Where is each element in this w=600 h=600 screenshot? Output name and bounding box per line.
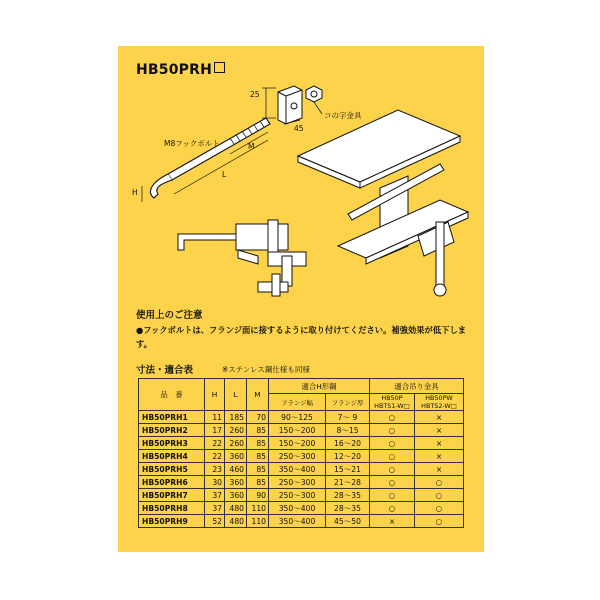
cell-H: 37 bbox=[205, 489, 225, 502]
cell-M: 85 bbox=[247, 476, 269, 489]
dim-25-label: 25 bbox=[250, 90, 260, 99]
bracket-label: コの字金具 bbox=[324, 111, 362, 120]
notice-title: 使用上のご注意 bbox=[136, 310, 203, 321]
cell-H: 30 bbox=[205, 476, 225, 489]
cell-L: 480 bbox=[225, 502, 247, 515]
cell-name: HB50PRH4 bbox=[139, 450, 205, 463]
header-hanger: 適合吊り金具 bbox=[370, 379, 464, 394]
table-row bbox=[139, 463, 464, 476]
clamp-side-drawing bbox=[178, 220, 306, 296]
cell-L: 260 bbox=[225, 424, 247, 437]
cell-L: 460 bbox=[225, 463, 247, 476]
cell-H: 52 bbox=[205, 515, 225, 528]
cell-fw: 250～300 bbox=[269, 450, 326, 463]
cell-p: ○ bbox=[370, 463, 415, 476]
cell-name: HB50PRH1 bbox=[139, 411, 205, 424]
cell-p: ○ bbox=[370, 411, 415, 424]
cell-fw: 150～200 bbox=[269, 437, 326, 450]
cell-p: ○ bbox=[370, 489, 415, 502]
cell-ft: 8～15 bbox=[326, 424, 370, 437]
cell-ft: 15～21 bbox=[326, 463, 370, 476]
cell-name: HB50PRH5 bbox=[139, 463, 205, 476]
cell-pw: × bbox=[415, 411, 464, 424]
header-flange-thickness: フランジ厚 bbox=[326, 394, 370, 411]
cell-L: 360 bbox=[225, 450, 247, 463]
cell-fw: 250～300 bbox=[269, 476, 326, 489]
header-m: M bbox=[247, 379, 269, 411]
cell-name: HB50PRH3 bbox=[139, 437, 205, 450]
cell-H: 22 bbox=[205, 450, 225, 463]
header-hb50pw: HB50PW HBTS2-W□ bbox=[415, 394, 464, 411]
table-title: 寸法・適合表 bbox=[136, 365, 194, 376]
notice-body: ●フックボルトは、フランジ面に接するように取り付けてください。補強効果が低下します。 bbox=[136, 325, 467, 349]
cell-ft: 28～35 bbox=[326, 489, 370, 502]
cell-name: HB50PRH7 bbox=[139, 489, 205, 502]
product-panel bbox=[118, 46, 484, 552]
cell-H: 22 bbox=[205, 437, 225, 450]
cell-M: 85 bbox=[247, 424, 269, 437]
cell-pw: ○ bbox=[415, 476, 464, 489]
cell-M: 110 bbox=[247, 502, 269, 515]
header-steel: 適合H形鋼 bbox=[269, 379, 370, 394]
cell-p: ○ bbox=[370, 437, 415, 450]
cell-p: ○ bbox=[370, 502, 415, 515]
product-title: HB50PRH bbox=[136, 62, 225, 78]
header-flange-width: フランジ幅 bbox=[269, 394, 326, 411]
cell-M: 110 bbox=[247, 515, 269, 528]
table-row bbox=[139, 502, 464, 515]
cell-ft: 21～28 bbox=[326, 476, 370, 489]
cell-M: 90 bbox=[247, 489, 269, 502]
cell-ft: 7～ 9 bbox=[326, 411, 370, 424]
cell-pw: × bbox=[415, 424, 464, 437]
cell-name: HB50PRH9 bbox=[139, 515, 205, 528]
hook-bolt-drawing bbox=[150, 118, 270, 198]
product-diagram bbox=[118, 46, 484, 306]
cell-ft: 12～20 bbox=[326, 450, 370, 463]
cell-ft: 16～20 bbox=[326, 437, 370, 450]
nut-drawing bbox=[306, 86, 322, 102]
cell-p: ○ bbox=[370, 476, 415, 489]
table-row bbox=[139, 450, 464, 463]
table-row bbox=[139, 437, 464, 450]
cell-p: ○ bbox=[370, 450, 415, 463]
cell-H: 23 bbox=[205, 463, 225, 476]
table-row bbox=[139, 515, 464, 528]
dimension-table bbox=[138, 378, 464, 528]
cell-pw: × bbox=[415, 437, 464, 450]
cell-ft: 45～50 bbox=[326, 515, 370, 528]
cell-name: HB50PRH8 bbox=[139, 502, 205, 515]
cell-M: 85 bbox=[247, 450, 269, 463]
table-row bbox=[139, 476, 464, 489]
cell-fw: 90～125 bbox=[269, 411, 326, 424]
cell-p: × bbox=[370, 515, 415, 528]
cell-fw: 150～200 bbox=[269, 424, 326, 437]
header-hb50p: HB50P HBTS1-W□ bbox=[370, 394, 415, 411]
cell-name: HB50PRH6 bbox=[139, 476, 205, 489]
cell-H: 17 bbox=[205, 424, 225, 437]
cell-L: 360 bbox=[225, 476, 247, 489]
hook-bolt-label: M8フックボルト bbox=[164, 139, 220, 148]
cell-fw: 350～400 bbox=[269, 463, 326, 476]
table-note: ※ステンレス鋼仕様も同様 bbox=[222, 365, 310, 374]
cell-fw: 250～300 bbox=[269, 489, 326, 502]
dim-45-label: 45 bbox=[294, 124, 304, 133]
cell-p: ○ bbox=[370, 424, 415, 437]
dim-h-label: H bbox=[132, 188, 138, 197]
cell-pw: ○ bbox=[415, 502, 464, 515]
cell-name: HB50PRH2 bbox=[139, 424, 205, 437]
cell-M: 85 bbox=[247, 437, 269, 450]
cell-fw: 350～400 bbox=[269, 515, 326, 528]
header-product: 品 番 bbox=[139, 379, 205, 411]
header-l: L bbox=[225, 379, 247, 411]
table-row bbox=[139, 489, 464, 502]
bracket-drawing bbox=[278, 86, 302, 124]
cell-L: 480 bbox=[225, 515, 247, 528]
table-row bbox=[139, 411, 464, 424]
cell-M: 70 bbox=[247, 411, 269, 424]
cell-fw: 350～400 bbox=[269, 502, 326, 515]
cell-H: 11 bbox=[205, 411, 225, 424]
cell-pw: ○ bbox=[415, 515, 464, 528]
header-h: H bbox=[205, 379, 225, 411]
cell-L: 185 bbox=[225, 411, 247, 424]
cell-ft: 28～35 bbox=[326, 502, 370, 515]
table-row bbox=[139, 424, 464, 437]
cell-pw: × bbox=[415, 463, 464, 476]
dim-l-label: L bbox=[222, 170, 227, 179]
cell-pw: × bbox=[415, 450, 464, 463]
cell-L: 260 bbox=[225, 437, 247, 450]
cell-H: 37 bbox=[205, 502, 225, 515]
cell-pw: ○ bbox=[415, 489, 464, 502]
dim-m-label: M bbox=[248, 142, 255, 151]
cell-M: 85 bbox=[247, 463, 269, 476]
cell-L: 360 bbox=[225, 489, 247, 502]
